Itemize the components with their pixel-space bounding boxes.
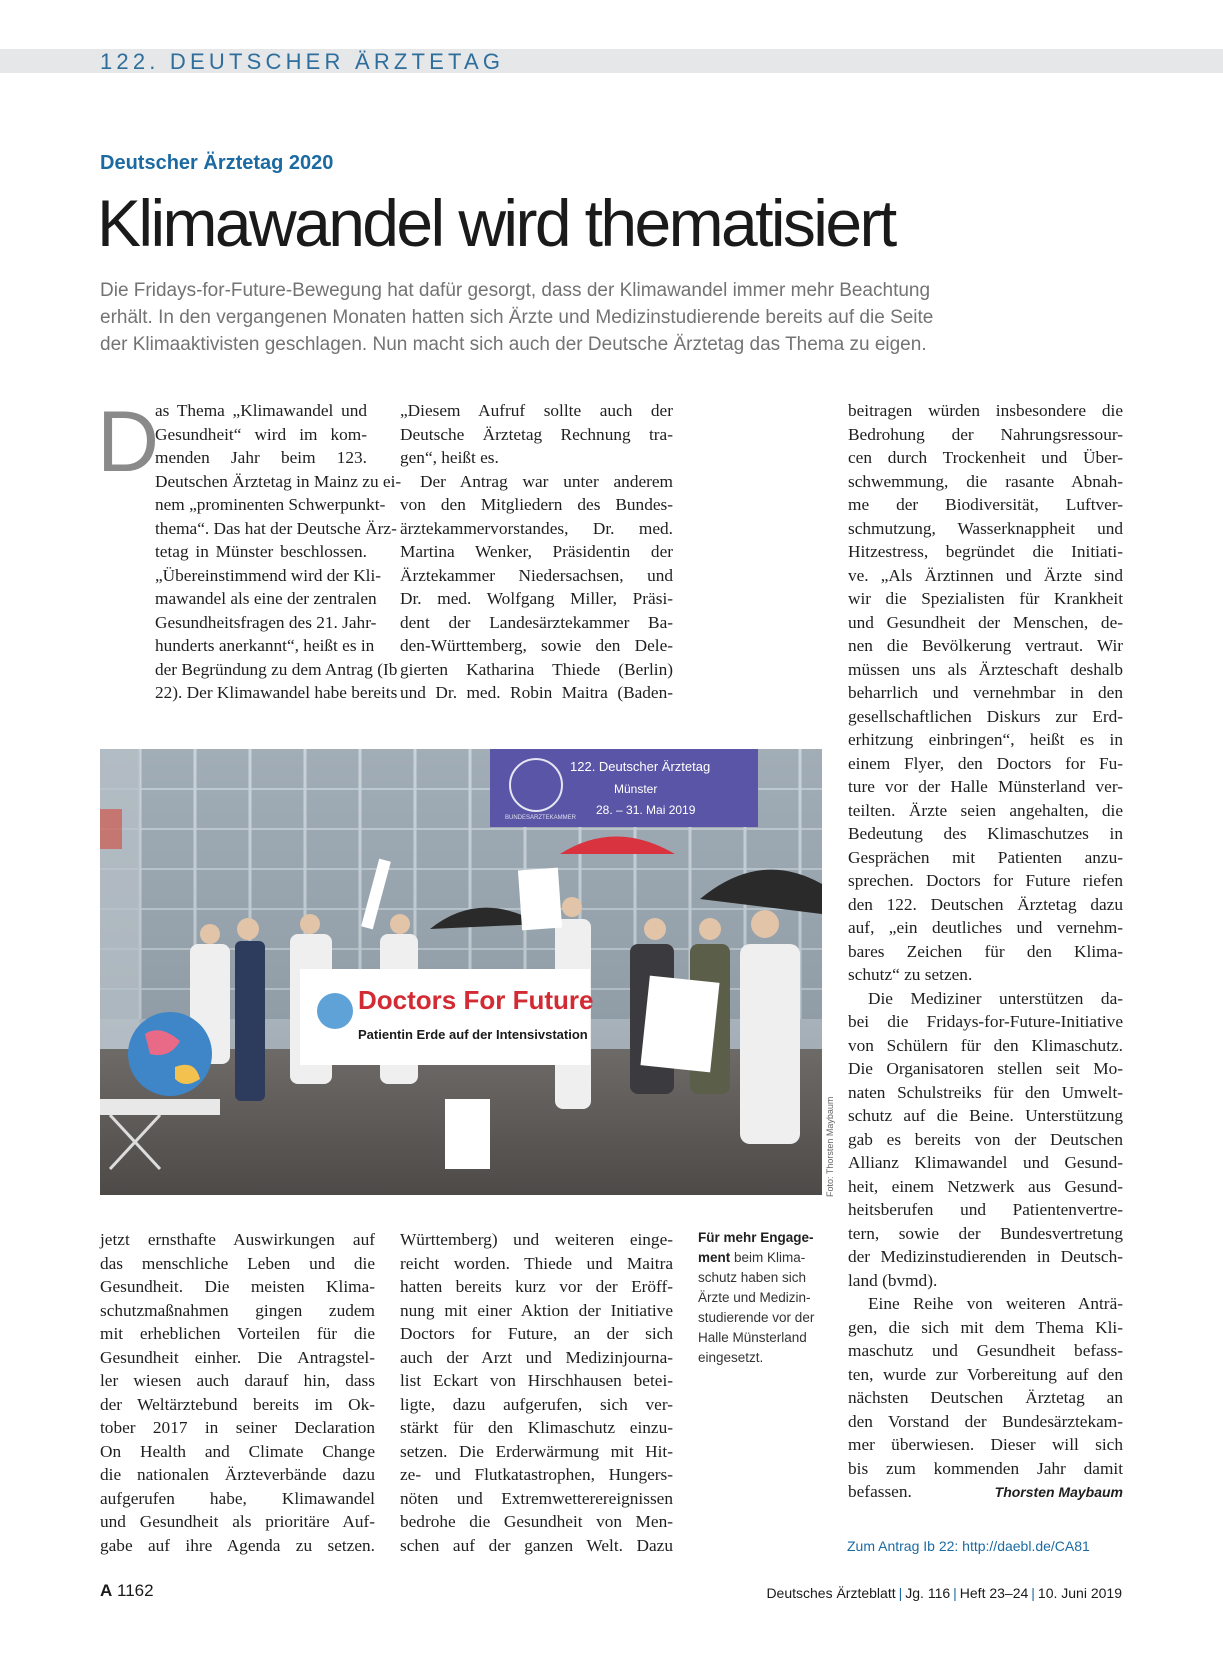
text-line: und Dr. med. Robin Maitra (Baden- (400, 683, 673, 702)
text-line: tober 2017 in seiner Declaration (100, 1418, 375, 1437)
text-line: Württemberg) und weiteren einge- (400, 1230, 673, 1249)
journal-name: Deutsches Ärzteblatt (766, 1585, 896, 1601)
text-line: land (bvmd). (848, 1270, 938, 1290)
text-line: tetag in Münster beschlossen. (155, 542, 367, 561)
text-line: hatten bereits kurz vor der Eröff- (400, 1277, 673, 1296)
text-line: Dr. med. Wolfgang Miller, Präsi- (400, 589, 673, 608)
caption-text: beim Klima- (730, 1250, 806, 1265)
text-line: tern, sowie der Bundesvertretung (848, 1223, 1123, 1243)
text-line: Ärztekammer Niedersachsen, und (400, 565, 673, 585)
kicker: Deutscher Ärztetag 2020 (100, 152, 334, 174)
text-line: auf, „ein deutliches und vernehm- (848, 918, 1123, 937)
seal-text: BUNDESÄRZTEKAMMER (505, 815, 577, 821)
text-line: gen, die sich mit dem Thema Kli- (848, 1317, 1123, 1337)
text-line: der Begründung zu dem Antrag (Ib (155, 659, 398, 679)
text-line: On Health and Climate Change (100, 1441, 375, 1461)
text-line: gierten Katharina Thiede (Berlin) (400, 659, 673, 679)
lead-line: der Klimaaktivisten geschlagen. Nun macht sich auch der Deutsche Ärztetag das Thema zu eigen. (100, 334, 927, 355)
text-line: heitsberufen und Patientenvertre- (848, 1200, 1123, 1219)
text-line: schutz auf die Beine. Unterstützung (848, 1106, 1123, 1125)
column-1-bottom (100, 1228, 375, 1557)
text-line: dent der Landesärztekammer Ba- (400, 612, 673, 632)
caption-text: schutz haben sich (698, 1270, 807, 1285)
text-line: von Schülern für den Klimaschutz. (848, 1035, 1123, 1055)
globe-icon (128, 1012, 212, 1096)
text-line: den-Württemberg, sowie den Dele- (400, 636, 673, 655)
text-line: mer überwiesen. Dieser will sich (848, 1435, 1123, 1454)
column-2-bottom (400, 1228, 673, 1557)
text-line: die nationalen Ärzteverbände dazu (100, 1465, 375, 1484)
banner-line-2: Münster (614, 782, 658, 796)
section-header: 122. DEUTSCHER ÄRZTETAG (100, 49, 505, 74)
photo-credit: Foto: Thorsten Maybaum (825, 1096, 835, 1197)
text-line: müssen uns als Ärzteschaft deshalb (848, 659, 1123, 679)
caption-text: Ärzte und Medizin- (698, 1290, 811, 1305)
text-line: 22). Der Klimawandel habe bereits (155, 683, 398, 702)
text-line: nen die Bevölkerung vertraut. Wir (848, 636, 1123, 655)
footer-citation: Deutsches Ärzteblatt | Jg. 116 | Heft 23–24 | 10. Juni 2019 (766, 1585, 1122, 1601)
text-line: Bedeutung des Klimaschutzes in (848, 824, 1123, 843)
banner-line-1: 122. Deutscher Ärztetag (570, 759, 711, 774)
text-line: beitragen würden insbesondere die (848, 401, 1123, 420)
photo-caption (698, 1228, 828, 1368)
text-line: thema“. Das hat der Deutsche Ärz- (155, 518, 397, 538)
text-line: Deutschen Ärztetag in Mainz zu ei- (155, 471, 402, 491)
text-line: „Übereinstimmend wird der Kli- (155, 565, 382, 585)
text-line: bedrohe die Gesundheit von Men- (400, 1512, 673, 1531)
text-line: ture vor der Halle Münsterland ver- (848, 777, 1123, 796)
text-line: nächsten Deutschen Ärztetag an (848, 1388, 1123, 1407)
banner-line-3: 28. – 31. Mai 2019 (596, 803, 696, 817)
text-line: erhitzung einbringen“, heißt es in (848, 730, 1123, 749)
text-line: bares Zeichen für den Klima- (848, 941, 1123, 961)
text-line: ze- und Flutkatastrophen, Hungers- (400, 1465, 673, 1484)
text-line: gesellschaftlichen Diskurs zur Erd- (848, 706, 1123, 726)
text-line: ve. „Als Ärztinnen und Ärzte sind (848, 565, 1123, 585)
text-line: ten, wurde zur Vorbereitung auf den (848, 1364, 1123, 1384)
text-line: Der Antrag war unter anderem (420, 471, 673, 491)
lead-line: erhält. In den vergangenen Monaten hatten sich Ärzte und Medizinstudierende bereits auf die Seite (100, 307, 934, 328)
text-line: hunderts anerkannt“, heißt es in (155, 636, 375, 655)
text-line: Gesundheit“ wird im kom- (155, 424, 367, 444)
text-line: Eine Reihe von weiteren Anträ- (868, 1294, 1123, 1313)
caption-text: studierende vor der (698, 1310, 815, 1325)
column-3 (848, 399, 1123, 1504)
text-line: den 122. Deutschen Ärztetag dazu (848, 894, 1123, 914)
text-line: Gesprächen mit Patienten anzu- (848, 847, 1123, 867)
text-line: „Diesem Aufruf sollte auch der (400, 401, 673, 420)
text-line: einem Flyer, den Doctors for Fu- (848, 753, 1123, 773)
text-line: Allianz Klimawandel und Gesund- (848, 1153, 1123, 1172)
text-line: stärkt für den Klimaschutz einzu- (400, 1418, 673, 1437)
antrag-link[interactable]: Zum Antrag Ib 22: http://daebl.de/CA81 (847, 1538, 1090, 1554)
caption-bold: ment (698, 1250, 731, 1265)
journal-date: 10. Juni 2019 (1037, 1585, 1122, 1601)
text-line: schutz“ zu setzen. (848, 965, 973, 984)
text-line: schmutzung, Wasserknappheit und (848, 518, 1123, 538)
text-line: list Eckart von Hirschhausen betei- (400, 1371, 673, 1390)
text-line: me der Biodiversität, Luftver- (848, 495, 1123, 514)
page-number (100, 1580, 154, 1602)
page-number-value: 1162 (117, 1581, 154, 1600)
text-line: gabe auf ihre Agenda zu setzen. (100, 1535, 375, 1555)
text-line: wir die Spezialisten für Krankheit (848, 589, 1123, 608)
text-line: Die Organisatoren stellen seit Mo- (848, 1059, 1123, 1078)
text-line: schwemmung, die rasante Abnah- (848, 471, 1123, 491)
text-line: Deutsche Ärztetag Rechnung tra- (400, 424, 673, 444)
text-line: den Vorstand der Bundesärztekam- (848, 1411, 1123, 1431)
lead-paragraph (100, 277, 1000, 358)
text-line: reicht worden. Thiede und Maitra (400, 1253, 673, 1273)
text-line: Gesundheitsfragen des 21. Jahr- (155, 612, 377, 632)
earth-icon (317, 993, 353, 1029)
text-line: ärztekammervorstandes, Dr. med. (400, 518, 673, 538)
article-photo (100, 749, 822, 1195)
text-line: menden Jahr beim 123. (155, 448, 367, 467)
caption-bold: Für mehr Engage- (698, 1230, 814, 1245)
text-line: teilten. Ärzte seien angehalten, die (848, 800, 1123, 820)
text-line: befassen. Thorsten Maybaum (848, 1482, 1123, 1501)
text-line: nem „prominenten Schwerpunkt- (155, 495, 386, 514)
section-header-bar (0, 49, 1223, 73)
text-line: naten Schulstreiks für den Umwelt- (848, 1082, 1123, 1102)
text-line: der Weltärztebund bereits im Ok- (100, 1394, 375, 1414)
text-line: und Gesundheit der Menschen, de- (848, 612, 1123, 632)
journal-volume: Jg. 116 (905, 1585, 951, 1601)
text-line: auch der Arzt und Medizinjourna- (400, 1347, 673, 1367)
text-line: gab es bereits von der Deutschen (848, 1129, 1123, 1149)
text-line: heit, einem Netzwerk aus Gesund- (848, 1176, 1123, 1196)
headline: Klimawandel wird thematisiert (97, 186, 895, 260)
text-line: nung mit einer Aktion der Initiative (400, 1300, 673, 1320)
column-1-top (155, 399, 402, 705)
text-line: mit erheblichen Vorteilen für die (100, 1324, 375, 1343)
sign-subtitle: Patientin Erde auf der Intensivstation (358, 1027, 588, 1042)
text-line: ler wiesen auch darauf hin, dass (100, 1371, 375, 1390)
text-line: Hitzestress, begründet die Initiati- (848, 542, 1123, 561)
author: Thorsten Maybaum (994, 1484, 1123, 1500)
caption-text: eingesetzt. (698, 1350, 764, 1365)
text-line: Doctors for Future, an der sich (400, 1324, 673, 1343)
caption-text: Halle Münsterland (698, 1330, 807, 1345)
column-2-top (400, 399, 673, 705)
text-line: bis zum kommenden Jahr damit (848, 1458, 1123, 1478)
text-line: Gesundheit einher. Die Antragstel- (100, 1347, 375, 1367)
text-line: der Medizinstudierenden in Deutsch- (848, 1247, 1123, 1266)
journal-issue: Heft 23–24 (959, 1585, 1029, 1601)
text-line: schutzmaßnahmen gingen zudem (100, 1300, 375, 1320)
text-line: mawandel als eine der zentralen (155, 589, 377, 608)
dropcap: D (97, 394, 160, 490)
text-line: maschutz und Gesundheit befass- (848, 1341, 1123, 1360)
text-line: setzen. Die Erderwärmung mit Hit- (400, 1441, 673, 1461)
person-suit (235, 941, 265, 1101)
text-line: nöten und Extremwetterereignissen (400, 1488, 673, 1508)
text-line: aufgerufen habe, Klimawandel (100, 1488, 375, 1508)
text-line: Martina Wenker, Präsidentin der (400, 542, 673, 561)
text-line: Gesundheit. Die meisten Klima- (100, 1277, 375, 1296)
text-line: schen auf der ganzen Welt. Dazu (400, 1535, 673, 1555)
text-line: Bedrohung der Nahrungsressour- (848, 424, 1123, 444)
sign-title: Doctors For Future (358, 985, 594, 1015)
text-line: beharrlich und vernehmbar in den (848, 683, 1123, 702)
text-line: und Gesundheit als prioritäre Auf- (100, 1512, 375, 1531)
text-line: ligte, dazu aufgerufen, sich ver- (400, 1394, 673, 1414)
text-line: von den Mitgliedern des Bundes- (400, 495, 673, 514)
text-line: gen“, heißt es. (400, 448, 499, 467)
text-line: das menschliche Leben und die (100, 1253, 375, 1273)
text-line: Die Mediziner unterstützen da- (868, 988, 1123, 1008)
page-prefix: A (100, 1581, 113, 1600)
text-line: as Thema „Klimawandel und (155, 401, 367, 420)
text-line: bei die Fridays-for-Future-Initiative (848, 1012, 1123, 1031)
lead-line: Die Fridays-for-Future-Bewegung hat dafür gesorgt, dass der Klimawandel immer mehr Beachtung (100, 280, 931, 301)
text-line: jetzt ernsthafte Auswirkungen auf (100, 1230, 375, 1249)
text-line: sprechen. Doctors for Future riefen (848, 871, 1123, 890)
text-line: cen durch Trockenheit und Über- (848, 448, 1123, 467)
